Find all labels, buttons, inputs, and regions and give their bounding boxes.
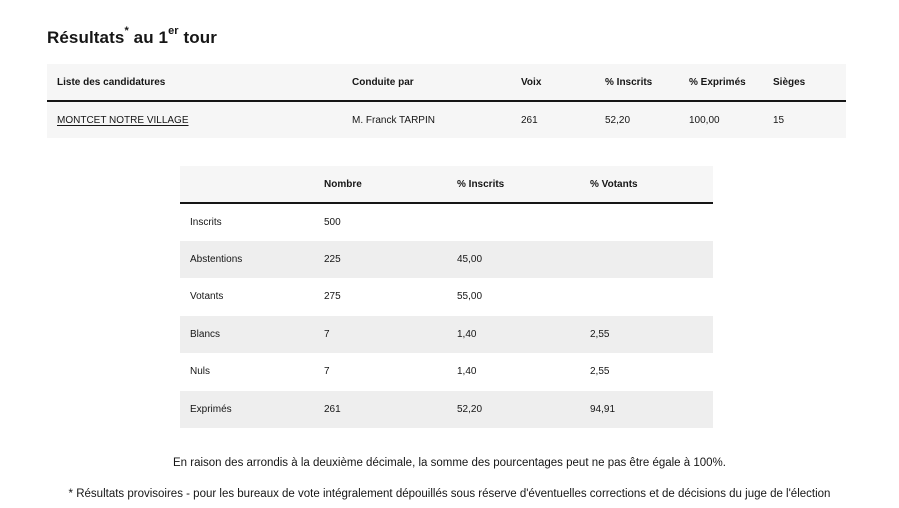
table-row <box>180 278 713 316</box>
table-row <box>180 241 713 279</box>
header-list: Liste des candidatures <box>57 76 166 88</box>
cell-exprimes: 100,00 <box>689 114 720 126</box>
cell-list <box>47 101 342 138</box>
table-row <box>180 316 713 354</box>
participation-header-row <box>180 166 713 203</box>
row-pct-inscrits <box>447 203 580 241</box>
row-nombre: 7 <box>324 328 330 340</box>
cell-voix: 261 <box>521 114 538 126</box>
row-pct-inscrits: 45,00 <box>457 253 483 265</box>
row-nombre: 275 <box>324 291 341 303</box>
header-empty <box>180 166 314 203</box>
title-asterisk: * <box>124 25 129 37</box>
row-pct-votants: 2,55 <box>590 328 610 340</box>
row-pct-votants: 2,55 <box>590 366 610 378</box>
title-prefix: Résultats <box>47 28 125 47</box>
row-label: Blancs <box>190 328 221 340</box>
results-table <box>47 64 846 138</box>
row-pct-votants <box>580 241 713 279</box>
row-nombre: 7 <box>324 366 330 378</box>
header-nombre: Nombre <box>324 178 362 190</box>
cell-lead: M. Franck TARPIN <box>352 114 435 126</box>
header-exprimes: % Exprimés <box>689 76 746 88</box>
rounding-note: En raison des arrondis à la deuxième décimale, la somme des pourcentages peut ne pas être égale à 100%. <box>173 457 726 469</box>
table-row <box>180 353 713 391</box>
row-pct-inscrits: 1,40 <box>457 328 477 340</box>
table-row <box>180 391 713 429</box>
header-pct-inscrits: % Inscrits <box>457 178 505 190</box>
header-pct-votants: % Votants <box>590 178 638 190</box>
header-voix: Voix <box>521 76 542 88</box>
row-pct-inscrits: 1,40 <box>457 366 477 378</box>
table-row <box>47 101 846 138</box>
row-label: Nuls <box>190 366 211 378</box>
row-pct-votants: 94,91 <box>590 403 616 415</box>
header-inscrits: % Inscrits <box>605 76 653 88</box>
row-label: Votants <box>190 291 224 303</box>
header-lead: Conduite par <box>352 76 414 88</box>
title-middle: au 1 <box>128 28 169 47</box>
header-sieges: Sièges <box>773 76 806 88</box>
row-pct-votants <box>580 203 713 241</box>
results-header-row <box>47 64 846 101</box>
row-label: Inscrits <box>190 216 222 228</box>
title-ordinal: er <box>168 25 179 37</box>
row-nombre: 261 <box>324 403 341 415</box>
title-suffix: tour <box>178 28 217 47</box>
row-pct-inscrits: 52,20 <box>457 403 483 415</box>
row-pct-inscrits: 55,00 <box>457 291 483 303</box>
row-nombre: 500 <box>324 216 341 228</box>
page-title <box>47 25 217 48</box>
row-label: Exprimés <box>190 403 232 415</box>
table-row <box>180 203 713 241</box>
provisional-note: * Résultats provisoires - pour les bureaux de vote intégralement dépouillés sous réserve d'éventuelles corrections et de décisions du juge de l'élection <box>68 488 831 500</box>
participation-table <box>180 166 713 428</box>
list-link[interactable]: MONTCET NOTRE VILLAGE <box>57 114 189 126</box>
cell-sieges: 15 <box>773 114 785 126</box>
row-pct-votants <box>580 278 713 316</box>
cell-inscrits: 52,20 <box>605 114 631 126</box>
row-label: Abstentions <box>190 253 243 265</box>
row-nombre: 225 <box>324 253 341 265</box>
